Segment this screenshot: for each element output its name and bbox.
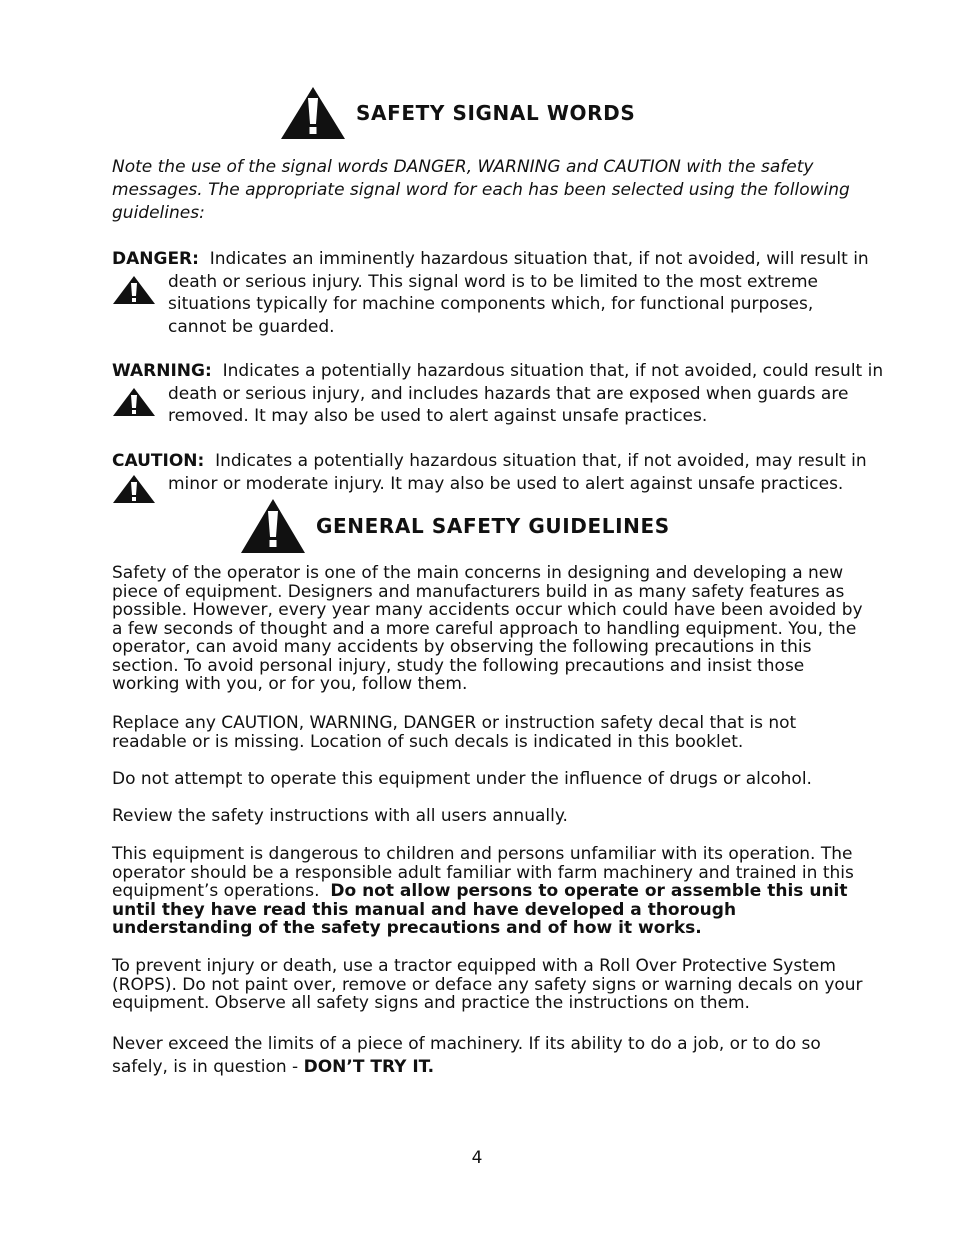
section-title: SAFETY SIGNAL WORDS	[356, 101, 636, 125]
signal-words-intro: Note the use of the signal words DANGER, WARNING and CAUTION with the safety messages. The appropriate signal word for each has been selected using the following guidelines:	[112, 157, 850, 223]
danger-definition	[112, 248, 872, 338]
paragraph-text: To prevent injury or death, use a tractor equipped with a Roll Over Protective System (ROPS). Do not paint over, remove or deface any safety signs or warning decals on your equipment. Observe all safety signs and practice the instructions on them.	[112, 956, 863, 1013]
warning-triangle-icon	[240, 498, 306, 554]
safety-signal-words-heading	[280, 86, 635, 140]
warning-triangle-icon	[112, 387, 156, 424]
signal-word: CAUTION:	[112, 451, 205, 471]
signal-word: DANGER:	[112, 249, 199, 269]
caution-definition	[112, 450, 872, 495]
page-number: 4	[471, 1148, 483, 1168]
guideline-paragraph-5	[112, 845, 874, 938]
guideline-paragraph-7	[112, 1033, 874, 1079]
paragraph-text: Do not attempt to operate this equipment under the influence of drugs or alcohol.	[112, 769, 812, 789]
warning-triangle-icon	[112, 474, 156, 511]
definition-first-line: Indicates a potentially hazardous situation that, if not avoided, may result in	[215, 451, 867, 471]
definition-rest: death or serious injury, and includes hazards that are exposed when guards are removed. It may also be used to alert against unsafe practices.	[168, 383, 849, 426]
definition-first-line: Indicates an imminently hazardous situation that, if not avoided, will result in	[209, 249, 869, 269]
paragraph-bold-text: Do not allow persons to operate or assemble this unit until they have read this manual and have developed a thorough understanding of the safety precautions and of how it works.	[112, 881, 848, 938]
definition-first-line: Indicates a potentially hazardous situation that, if not avoided, could result in	[222, 361, 884, 381]
guideline-paragraph-2	[112, 714, 874, 751]
guideline-paragraph-6	[112, 957, 874, 1013]
guideline-paragraph-1	[112, 564, 874, 694]
paragraph-bold-text: DON’T TRY IT.	[303, 1057, 435, 1077]
warning-definition	[112, 360, 884, 428]
definition-rest: death or serious injury. This signal word is to be limited to the most extreme situations typically for machine components which, for functional purposes, cannot be guarded.	[168, 271, 819, 337]
paragraph-text: Replace any CAUTION, WARNING, DANGER or instruction safety decal that is not readable or is missing. Location of such decals is indicated in this booklet.	[112, 713, 797, 752]
signal-word: WARNING:	[112, 361, 212, 381]
paragraph-text: Review the safety instructions with all users annually.	[112, 806, 568, 826]
paragraph-text: This equipment is dangerous to children and persons unfamiliar with its operation. The operator should be a responsible adult familiar with farm machinery and trained in this equipment’s operations.	[112, 844, 854, 901]
guideline-paragraph-4	[112, 807, 874, 826]
guideline-paragraph-3	[112, 770, 874, 789]
paragraph-text: Safety of the operator is one of the main concerns in designing and developing a new piece of equipment. Designers and manufacturers build in as many safety features as possible. However, every year many accidents occur which could have been avoided by a few seconds of thought and a more careful approach to handling equipment. You, the operator, can avoid many accidents by observing the following precautions in this section. To avoid personal injury, study the following precautions and insist those working with you, or for you, follow them.	[112, 563, 863, 694]
warning-triangle-icon	[280, 86, 346, 140]
warning-triangle-icon	[112, 275, 156, 312]
definition-rest: minor or moderate injury. It may also be used to alert against unsafe practices.	[168, 473, 844, 494]
section-title: GENERAL SAFETY GUIDELINES	[316, 514, 670, 538]
general-safety-guidelines-heading	[240, 498, 670, 554]
paragraph-text: Never exceed the limits of a piece of machinery. If its ability to do a job, or to do so safely, is in question -	[112, 1034, 821, 1077]
